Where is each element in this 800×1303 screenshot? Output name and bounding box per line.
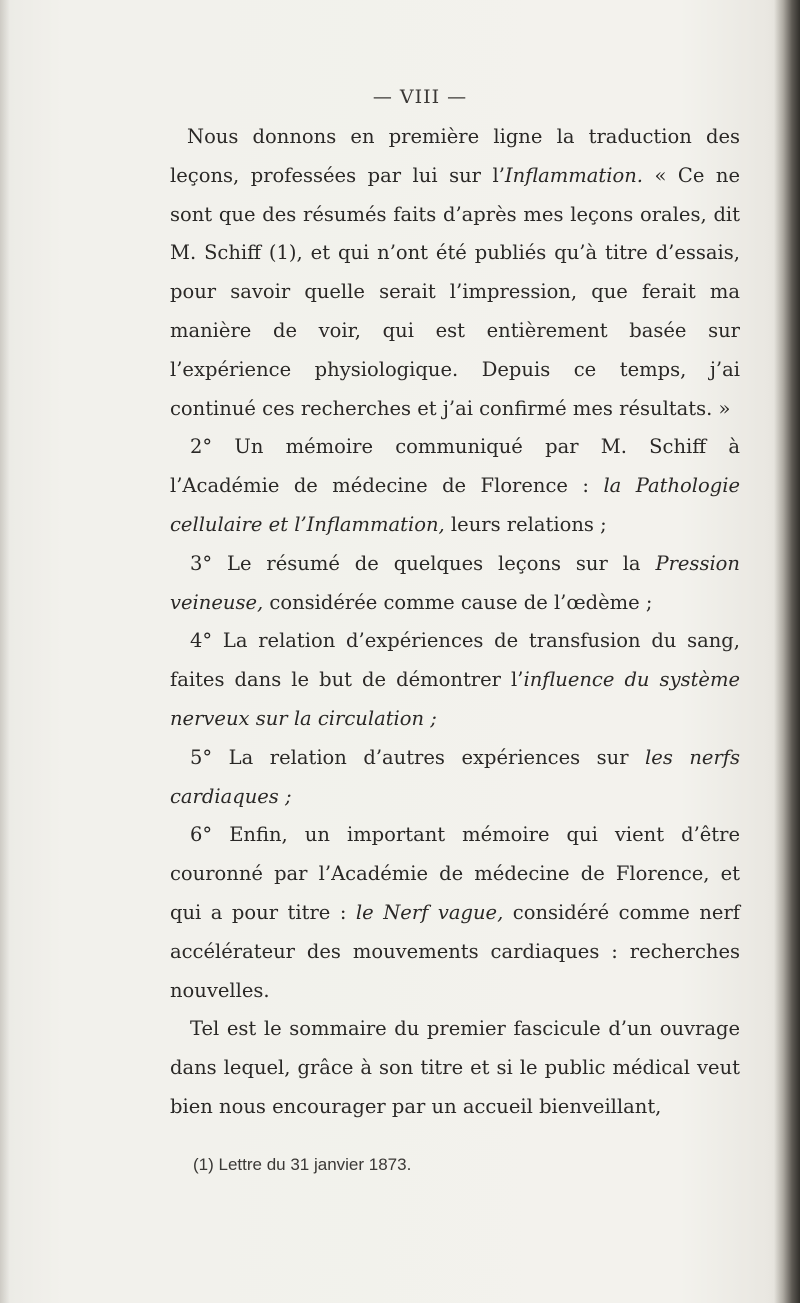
page-binding-edge — [774, 0, 800, 1303]
page-left-edge-shadow — [0, 0, 10, 1303]
paragraph-4: 4° La relation d’expériences de transfusion du sang, faites dans le but de démontrer l’influence du système nerveux sur la circulation ; — [170, 629, 740, 730]
paragraph-1: Nous donnons en première ligne la traduction des leçons, professées par lui sur l’Inflammation. « Ce ne sont que des résumés faits d’après mes leçons orales, dit M. Schiff (1), et qui n’ont été publiés qu’à titre d’essais, pour savoir quelle serait l’impression, que ferait ma manière de voir, qui est entièrement basée sur l’expérience physiologique. Depuis ce temps, j’ai continué ces recherches et j’ai confirmé mes résultats. » — [170, 125, 740, 420]
paragraph-5: 5° La relation d’autres expériences sur les nerfs cardiaques ; — [170, 745, 740, 808]
paragraph-2: 2° Un mémoire communiqué par M. Schiff à l’Académie de médecine de Florence : la Pathologie cellulaire et l’Inflammation, leurs relations ; — [170, 435, 741, 536]
paragraph-7: Tel est le sommaire du premier fascicule d’un ouvrage dans lequel, grâce à son titre et si le public médical veut bien nous encourager par un accueil bienveillant, — [170, 1017, 740, 1118]
body-text — [170, 118, 740, 1127]
running-head: — VIII — — [372, 86, 468, 108]
paragraph-3: 3° Le résumé de quelques leçons sur la Pression veineuse, considérée comme cause de l’œdème ; — [170, 551, 740, 614]
paragraph-6: 6° Enfin, un important mémoire qui vient d’être couronné par l’Académie de médecine de Florence, et qui a pour titre : le Nerf vague, considéré comme nerf accélérateur des mouvements cardiaques : recherches nouvelles. — [170, 823, 741, 1002]
footnote: (1) Lettre du 31 janvier 1873. — [193, 1155, 412, 1174]
